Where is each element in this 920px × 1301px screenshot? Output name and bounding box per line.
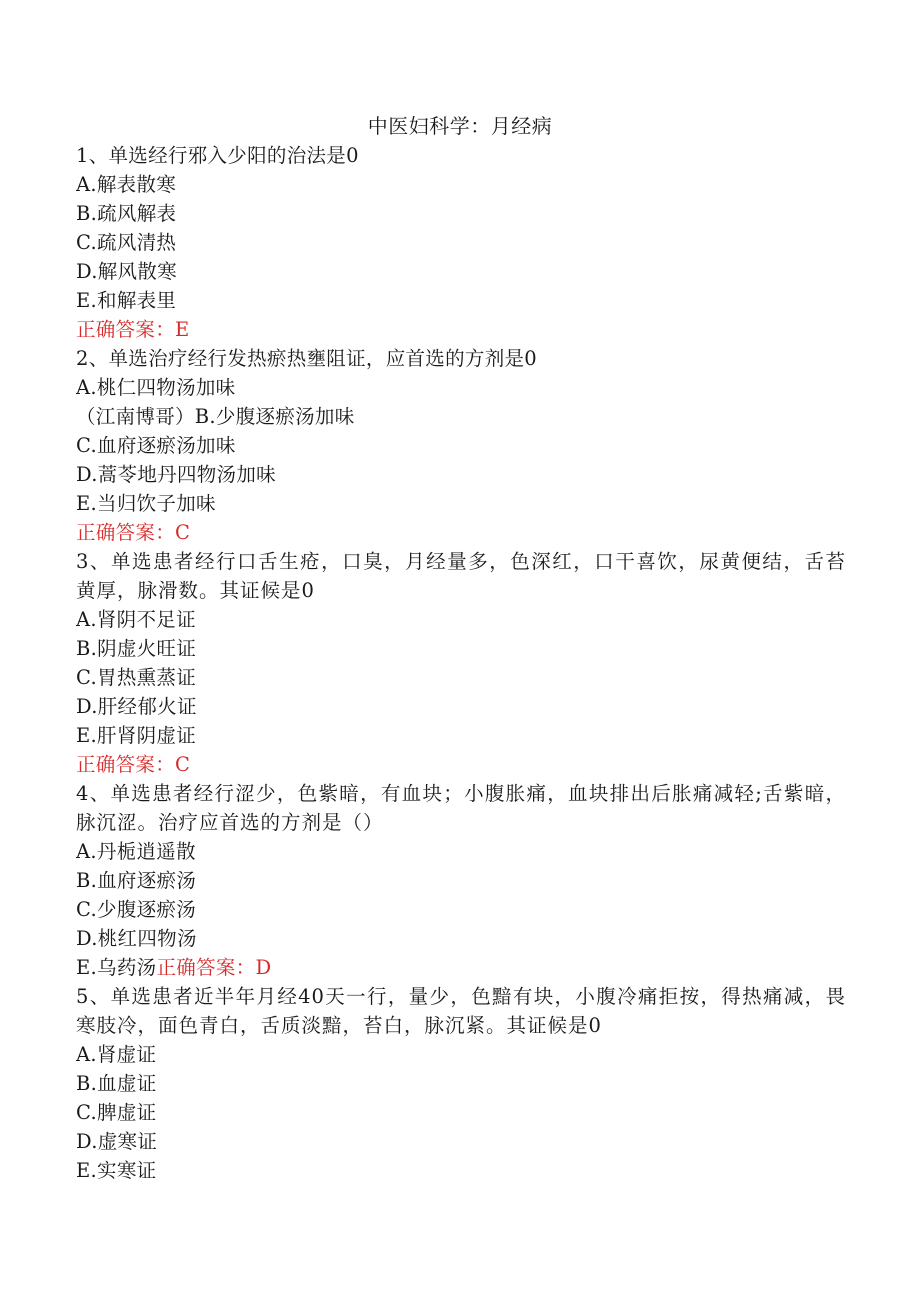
option-b: B.阴虚火旺证 [76,637,197,660]
option-e: E.肝肾阴虚证 [76,724,197,747]
question-stem: 1、单选经行邪入少阳的治法是0 [76,144,359,167]
option-c: C.胃热熏蒸证 [76,666,197,689]
page-title: 中医妇科学：月经病 [367,114,553,138]
question-stem: 2、单选治疗经行发热瘀热壅阻证，应首选的方剂是0 [76,347,538,370]
option-c: C.少腹逐瘀汤 [76,898,197,921]
answer-value: C [175,753,191,776]
question-stem: 3、单选患者经行口舌生疮，口臭，月经量多，色深红，口干喜饮，尿黄便结，舌苔黄厚，脉滑数。其证候是0 [76,550,846,602]
question-list [76,141,846,1185]
option-e: E.当归饮子加味 [76,492,216,515]
answer-label: 正确答案： [76,521,176,544]
option-d: D.解风散寒 [76,260,177,283]
option-e: E.实寒证 [76,1159,157,1182]
option-d: D.肝经郁火证 [76,695,197,718]
option-e: E.乌药汤 [76,956,157,979]
question-5 [76,982,846,1185]
question-2 [76,344,846,547]
option-d: D.桃红四物汤 [76,927,197,950]
answer-value: E [175,318,190,341]
answer-label: 正确答案： [76,318,176,341]
option-e: E.和解表里 [76,289,177,312]
option-c: C.疏风清热 [76,231,177,254]
correct-answer [76,315,846,344]
answer-label: 正确答案： [156,956,256,979]
answer-label: 正确答案： [76,753,176,776]
option-a: A.解表散寒 [76,173,177,196]
option-a: A.肾阴不足证 [76,608,196,631]
option-a: A.桃仁四物汤加味 [76,376,236,399]
option-b: B.血虚证 [76,1072,157,1095]
option-a: A.丹栀逍遥散 [76,840,196,863]
answer-value: D [255,956,272,979]
option-d: D.虚寒证 [76,1130,158,1153]
question-stem: 4、单选患者经行涩少，色紫暗，有血块；小腹胀痛，血块排出后胀痛减轻;舌紫暗，脉沉涩。治疗应首选的方剂是（） [76,782,846,834]
question-3 [76,547,846,779]
question-4 [76,779,846,982]
answer-value: C [175,521,191,544]
option-b: B.疏风解表 [76,202,177,225]
correct-answer [76,518,846,547]
question-1 [76,141,846,344]
question-stem: 5、单选患者近半年月经40天一行，量少，色黯有块，小腹冷痛拒按，得热痛减，畏寒肢冷，面色青白，舌质淡黯，苔白，脉沉紧。其证候是0 [76,985,846,1037]
option-c: C.脾虚证 [76,1101,157,1124]
option-c: C.血府逐瘀汤加味 [76,434,236,457]
correct-answer [76,750,846,779]
option-a: A.肾虚证 [76,1043,157,1066]
option-d: D.蒿苓地丹四物汤加味 [76,463,276,486]
option-b: B.血府逐瘀汤 [76,869,197,892]
option-b: （江南博哥）B.少腹逐瘀汤加味 [76,405,355,428]
option-e-with-answer [76,953,846,982]
